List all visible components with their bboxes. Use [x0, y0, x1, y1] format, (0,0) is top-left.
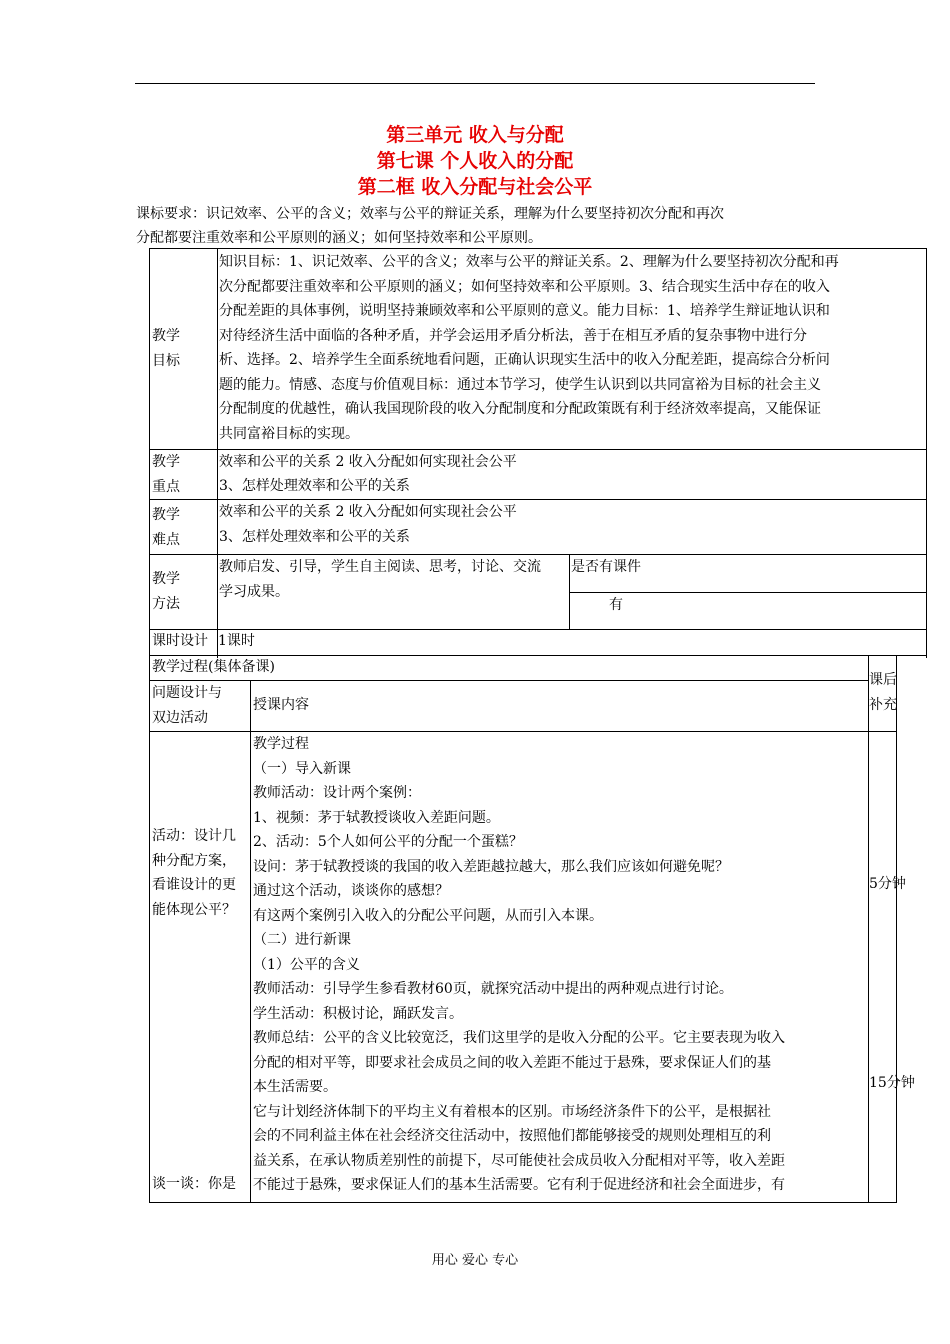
courseware-question: 是否有课件: [571, 559, 641, 575]
table-border: [149, 629, 926, 630]
process-header: 教学过程(集体备课): [152, 659, 275, 675]
objectives-line: 次分配都要注重效率和公平原则的涵义；如何坚持效率和公平原则。3、结合现实生活中存在的收入: [219, 278, 830, 295]
process-col3-line-1: 课后: [869, 672, 897, 688]
objectives-line: 分配差距的具体事例，说明坚持兼顾效率和公平原则的意义。能力目标：1、培养学生辩证地认识和: [219, 303, 830, 319]
table-border: [868, 655, 869, 1203]
process-col2-header: 授课内容: [253, 697, 309, 713]
method-label-2: 方法: [152, 596, 180, 612]
section-title: 第二框 收入分配与社会公平: [357, 176, 593, 198]
content-line: 设问：茅于轼教授谈的我国的收入差距越拉越大，那么我们应该如何避免呢？: [253, 858, 729, 875]
activity-1-line: 种分配方案，: [152, 852, 236, 869]
courseware-answer: 有: [609, 597, 623, 613]
table-border: [250, 680, 251, 1203]
content-line: （1）公平的含义: [253, 956, 360, 973]
process-col1-line-2: 双边活动: [152, 710, 208, 726]
page-footer: 用心 爱心 专心: [431, 1253, 519, 1268]
content-line: 有这两个案例引入收入的分配公平问题，从而引入本课。: [253, 907, 603, 924]
content-line: （二）进行新课: [253, 932, 351, 948]
objectives-text: [219, 250, 925, 446]
content-line: 通过这个活动，谈谈你的感想？: [253, 883, 449, 899]
content-line: 1、视频：茅于轼教授谈收入差距问题。: [253, 809, 500, 826]
content-line: 教师活动：设计两个案例：: [253, 785, 421, 801]
objectives-label-2: 目标: [152, 353, 180, 369]
method-line-2: 学习成果。: [219, 584, 289, 600]
time-new-lesson: 15分钟: [869, 1075, 915, 1091]
difficulties-label-1: 教学: [152, 507, 180, 523]
table-border: [149, 1202, 896, 1203]
difficulties-line-2: 3、怎样处理效率和公平的关系: [219, 529, 410, 545]
objectives-line: 知识目标：1、识记效率、公平的含义；效率与公平的辩证关系。2、理解为什么要坚持初次分配和再: [219, 254, 839, 270]
method-line-1: 教师启发、引导，学生自主阅读、思考，讨论、交流: [219, 559, 541, 575]
standard-line-2: 分配都要注重效率和公平原则的涵义；如何坚持效率和公平原则。: [136, 230, 542, 246]
content-line: 本生活需要。: [253, 1079, 337, 1095]
difficulties-label-2: 难点: [152, 532, 180, 548]
activity-1: [152, 824, 249, 922]
activity-2: 谈一谈：你是: [152, 1176, 236, 1192]
title-block: [0, 122, 950, 200]
process-col3-line-2: 补充: [869, 697, 897, 713]
time-intro: 5分钟: [869, 876, 906, 892]
keypoints-label-2: 重点: [152, 479, 180, 495]
table-border: [896, 655, 897, 1203]
header-rule: [135, 83, 815, 84]
unit-title: 第三单元 收入与分配: [386, 124, 564, 146]
difficulties-line-1: 效率和公平的关系 2 收入分配如何实现社会公平: [219, 504, 517, 520]
content-line: 教学过程: [253, 736, 309, 752]
table-border: [217, 248, 218, 658]
period-label: 课时设计: [152, 633, 208, 649]
objectives-line: 共同富裕目标的实现。: [219, 425, 359, 442]
keypoints-label-1: 教学: [152, 454, 180, 470]
content-line: 分配的相对平等，即要求社会成员之间的收入差距不能过于悬殊，要求保证人们的基: [253, 1054, 771, 1071]
method-label-1: 教学: [152, 571, 180, 587]
keypoints-line-2: 3、怎样处理效率和公平的关系: [219, 478, 410, 494]
activity-1-line: 能体现公平？: [152, 901, 236, 918]
standard-line-1: 课标要求：识记效率、公平的含义；效率与公平的辩证关系，理解为什么要坚持初次分配和再次: [136, 206, 724, 222]
content-line: 教师活动：引导学生参看教材60页，就探究活动中提出的两种观点进行讨论。: [253, 981, 733, 997]
objectives-line: 题的能力。情感、态度与价值观目标：通过本节学习，使学生认识到以共同富裕为目标的社会主义: [219, 376, 821, 393]
objectives-line: 分配制度的优越性，确认我国现阶段的收入分配制度和分配政策既有利于经济效率提高，又能保证: [219, 401, 821, 417]
curriculum-standard: [136, 202, 826, 250]
period-value: 1课时: [218, 633, 255, 649]
content-line: 学生活动：积极讨论，踊跃发言。: [253, 1005, 463, 1022]
table-border: [926, 248, 927, 658]
table-border: [149, 248, 150, 1203]
table-border: [149, 248, 926, 249]
content-line: 会的不同利益主体在社会经济交往活动中，按照他们都能够接受的规则处理相互的利: [253, 1128, 771, 1144]
content-line: 益关系，在承认物质差别性的前提下，尽可能使社会成员收入分配相对平等，收入差距: [253, 1152, 785, 1169]
keypoints-line-1: 效率和公平的关系 2 收入分配如何实现社会公平: [219, 454, 517, 470]
process-col1-line-1: 问题设计与: [152, 685, 222, 701]
lesson-title: 第七课 个人收入的分配: [376, 150, 574, 172]
lesson-content: [253, 732, 867, 1198]
content-line: 它与计划经济体制下的平均主义有着根本的区别。市场经济条件下的公平，是根据社: [253, 1103, 771, 1120]
content-line: 教师总结：公平的含义比较宽泛，我们这里学的是收入分配的公平。它主要表现为收入: [253, 1030, 785, 1046]
content-line: 2、活动：5个人如何公平的分配一个蛋糕？: [253, 834, 523, 850]
objectives-line: 析、选择。2、培养学生全面系统地看问题，正确认识现实生活中的收入分配差距，提高综合分析问: [219, 352, 830, 368]
content-line: （一）导入新课: [253, 760, 351, 777]
objectives-label-1: 教学: [152, 328, 180, 344]
activity-1-line: 活动：设计几: [152, 828, 236, 844]
table-border: [149, 680, 868, 681]
objectives-line: 对待经济生活中面临的各种矛盾，并学会运用矛盾分析法，善于在相互矛盾的复杂事物中进行分: [219, 327, 807, 344]
content-line: 不能过于悬殊，要求保证人们的基本生活需要。它有利于促进经济和社会全面进步，有: [253, 1177, 785, 1193]
activity-1-line: 看谁设计的更: [152, 877, 236, 893]
